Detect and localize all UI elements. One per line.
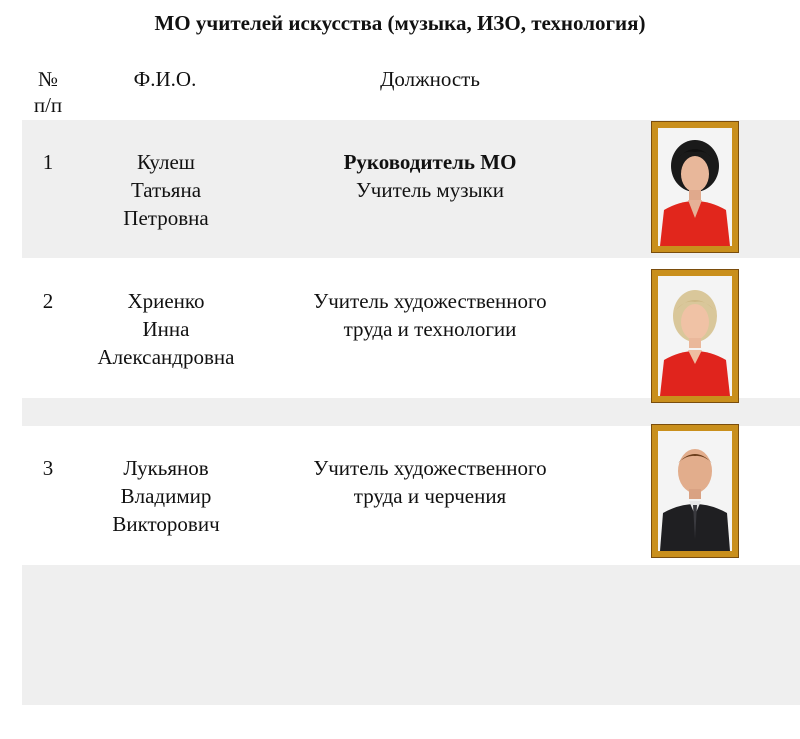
position-line: труда и черчения bbox=[353, 484, 507, 508]
teacher-position bbox=[280, 148, 580, 204]
row-number: 1 bbox=[42, 150, 54, 174]
header-number: № п/п bbox=[33, 67, 63, 117]
patronymic: Петровна bbox=[123, 206, 209, 230]
first-name: Инна bbox=[142, 317, 190, 341]
position-line: Учитель музыки bbox=[355, 178, 505, 202]
row-band bbox=[22, 565, 800, 705]
portrait-woman-icon bbox=[658, 128, 732, 246]
first-name: Владимир bbox=[120, 484, 212, 508]
patronymic: Александровна bbox=[97, 345, 235, 369]
surname: Лукьянов bbox=[123, 456, 209, 480]
header-full-name: Ф.И.О. bbox=[133, 67, 197, 91]
teacher-name bbox=[76, 287, 256, 371]
teacher-photo bbox=[652, 425, 738, 557]
position-line: труда и технологии bbox=[343, 317, 517, 341]
portrait-woman-icon bbox=[658, 276, 732, 396]
portrait-man-icon bbox=[658, 431, 732, 551]
teacher-photo bbox=[652, 122, 738, 252]
teacher-position bbox=[280, 454, 580, 510]
surname: Кулеш bbox=[137, 150, 195, 174]
teacher-name bbox=[76, 148, 256, 232]
teacher-name bbox=[76, 454, 256, 538]
position-line: Учитель художественного bbox=[313, 289, 547, 313]
row-number: 3 bbox=[42, 456, 54, 480]
patronymic: Викторович bbox=[112, 512, 220, 536]
teacher-position bbox=[280, 287, 580, 343]
row-number: 2 bbox=[42, 289, 54, 313]
position-title-bold: Руководитель МО bbox=[343, 150, 517, 174]
page-title: МО учителей искусства (музыка, ИЗО, технология) bbox=[154, 11, 646, 35]
teacher-photo bbox=[652, 270, 738, 402]
position-line: Учитель художественного bbox=[313, 456, 547, 480]
header-position: Должность bbox=[380, 67, 480, 91]
row-band bbox=[22, 398, 800, 426]
first-name: Татьяна bbox=[130, 178, 202, 202]
surname: Хриенко bbox=[127, 289, 205, 313]
